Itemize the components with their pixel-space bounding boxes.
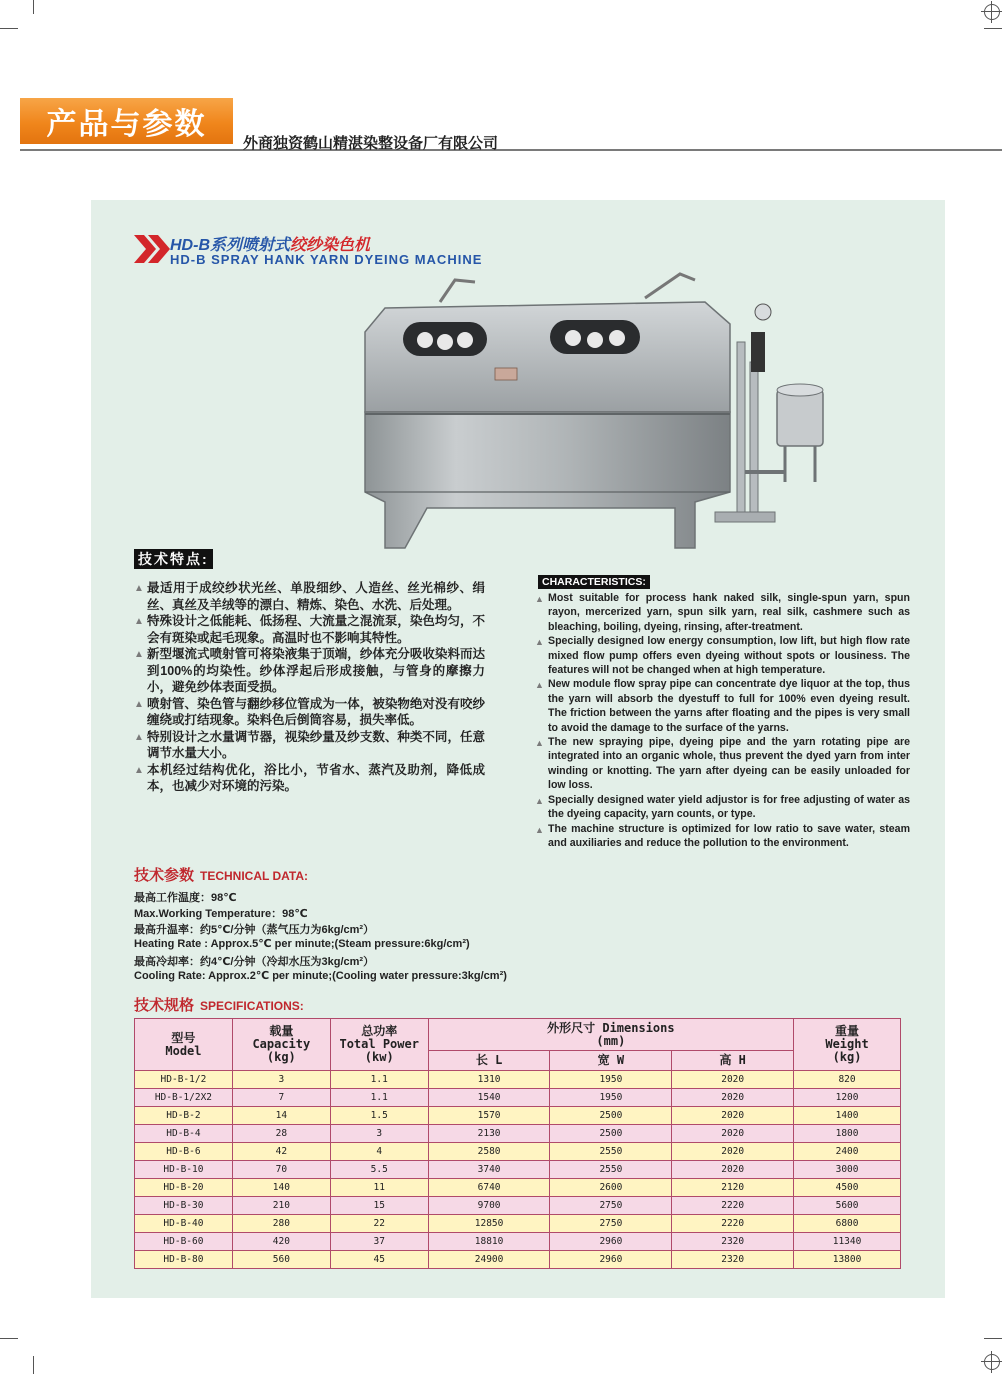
triangle-bullet-icon: ▲ (535, 637, 544, 648)
section-banner: 产品与参数 (20, 98, 233, 144)
cell-capacity: 42 (232, 1143, 330, 1161)
crop-mark (33, 0, 34, 14)
cell-power: 3 (330, 1125, 428, 1143)
cell-weight: 1800 (794, 1125, 901, 1143)
cell-capacity: 3 (232, 1071, 330, 1089)
cell-width: 2500 (550, 1107, 672, 1125)
cell-power: 45 (330, 1251, 428, 1269)
header-dimensions (428, 1019, 793, 1051)
header-text: 总功率 (361, 1024, 398, 1038)
cell-model: HD-B-1/2 (135, 1071, 233, 1089)
cell-capacity: 280 (232, 1215, 330, 1233)
triangle-bullet-icon: ▲ (134, 764, 144, 776)
heading-en: SPECIFICATIONS: (200, 999, 304, 1013)
registration-mark-icon (984, 1354, 1000, 1370)
list-item (534, 822, 910, 851)
cell-capacity: 210 (232, 1197, 330, 1215)
table-row (135, 1215, 901, 1233)
header-length: 长 L (428, 1051, 550, 1071)
features-cn-list (133, 580, 485, 795)
cell-weight: 3000 (794, 1161, 901, 1179)
cell-width: 1950 (550, 1071, 672, 1089)
title-cn-part: HD-B系列喷射式 (170, 237, 290, 254)
cell-height: 2020 (672, 1143, 794, 1161)
triangle-bullet-icon: ▲ (535, 594, 544, 604)
features-en-heading: CHARACTERISTICS: (538, 575, 650, 589)
cell-width: 2750 (550, 1197, 672, 1215)
cell-power: 11 (330, 1179, 428, 1197)
table-row (135, 1161, 901, 1179)
list-item (534, 793, 910, 822)
heading-cn: 技术规格 (134, 997, 195, 1014)
feature-text: The new spraying pipe, dyeing pipe and the yarn rotating pipe are integrated into an organic whole, thus prevent the dyed yarn from inter winding or knotting. The yarn after dyeing can be easily unloaded for low loss. (548, 736, 910, 792)
tech-line: 最高冷却率：约4℃/分钟（冷却水压为3kg/cm²） (134, 956, 375, 968)
cell-capacity: 140 (232, 1179, 330, 1197)
specifications-heading (134, 994, 304, 1015)
table-row (135, 1143, 901, 1161)
cell-weight: 820 (794, 1071, 901, 1089)
cell-weight: 11340 (794, 1233, 901, 1251)
cell-width: 2960 (550, 1233, 672, 1251)
tech-line: 最高升温率：约5℃/分钟（蒸气压力为6kg/cm²） (134, 924, 375, 936)
triangle-bullet-icon: ▲ (134, 731, 144, 743)
cell-weight: 1400 (794, 1107, 901, 1125)
cell-height: 2220 (672, 1197, 794, 1215)
header-weight (794, 1019, 901, 1071)
feature-text: Specially designed low energy consumption, low lift, but high flow rate mixed flow pump offers even dyeing without spots or lousiness. The features will not be changed when at high temperature. (548, 635, 910, 677)
cell-capacity: 28 (232, 1125, 330, 1143)
cell-weight: 2400 (794, 1143, 901, 1161)
header-text: (kw) (364, 1050, 394, 1064)
list-item (133, 580, 485, 613)
cell-power: 5.5 (330, 1161, 428, 1179)
tech-line: Cooling Rate: Approx.2℃ per minute;(Cooling water pressure:3kg/cm²) (134, 970, 507, 982)
cell-model: HD-B-40 (135, 1215, 233, 1233)
header-text: (kg) (266, 1050, 296, 1064)
heading-cn: 技术参数 (134, 867, 195, 884)
list-item (133, 762, 485, 795)
cell-power: 1.1 (330, 1089, 428, 1107)
crop-mark (0, 28, 18, 29)
header-text: Model (165, 1043, 202, 1058)
header-text: Total Power (339, 1037, 419, 1051)
cell-model: HD-B-1/2X2 (135, 1089, 233, 1107)
feature-text: 特别设计之水量调节器，视染纱量及纱支数、种类不同，任意调节水量大小。 (147, 729, 485, 760)
triangle-bullet-icon: ▲ (134, 698, 144, 710)
header-capacity (232, 1019, 330, 1071)
header-rule (20, 149, 1002, 151)
triangle-bullet-icon: ▲ (535, 795, 544, 806)
cell-power: 1.1 (330, 1071, 428, 1089)
list-item (534, 677, 910, 735)
triangle-bullet-icon: ▲ (134, 583, 144, 594)
registration-mark-icon (984, 4, 1000, 20)
cell-height: 2020 (672, 1125, 794, 1143)
header-model (135, 1019, 233, 1071)
cell-weight: 13800 (794, 1251, 901, 1269)
double-chevron-icon (134, 233, 174, 265)
list-item (133, 696, 485, 729)
list-item (133, 729, 485, 762)
features-cn-heading: 技术特点: (134, 549, 213, 569)
triangle-bullet-icon: ▲ (134, 616, 144, 627)
title-cn-highlight: 绞纱染色机 (290, 237, 371, 254)
cell-power: 4 (330, 1143, 428, 1161)
cell-width: 2750 (550, 1215, 672, 1233)
cell-height: 2120 (672, 1179, 794, 1197)
header-text: Capacity (252, 1037, 311, 1051)
tech-line: Max.Working Temperature：98℃ (134, 908, 308, 920)
cell-length: 2580 (428, 1143, 550, 1161)
tech-line: Heating Rate : Approx.5℃ per minute;(Steam pressure:6kg/cm²) (134, 938, 470, 950)
cell-height: 2020 (672, 1071, 794, 1089)
cell-length: 12850 (428, 1215, 550, 1233)
cell-model: HD-B-2 (135, 1107, 233, 1125)
cell-capacity: 14 (232, 1107, 330, 1125)
header-width: 宽 W (550, 1051, 672, 1071)
table-row (135, 1071, 901, 1089)
cell-width: 2600 (550, 1179, 672, 1197)
triangle-bullet-icon: ▲ (535, 738, 544, 749)
triangle-bullet-icon: ▲ (535, 680, 544, 691)
features-en-list (534, 591, 910, 850)
tech-line: 最高工作温度：98℃ (134, 892, 237, 904)
cell-height: 2220 (672, 1215, 794, 1233)
feature-text: Specially designed water yield adjustor is for free adjusting of water as the dyeing capacity, yarn counts, or type. (548, 793, 910, 821)
header-power (330, 1019, 428, 1071)
cell-width: 2960 (550, 1251, 672, 1269)
cell-weight: 5600 (794, 1197, 901, 1215)
cell-capacity: 7 (232, 1089, 330, 1107)
cell-power: 1.5 (330, 1107, 428, 1125)
machine-photo (345, 272, 835, 554)
table-row (135, 1125, 901, 1143)
cell-height: 2020 (672, 1107, 794, 1125)
cell-width: 2550 (550, 1143, 672, 1161)
cell-model: HD-B-6 (135, 1143, 233, 1161)
cell-height: 2320 (672, 1233, 794, 1251)
cell-model: HD-B-80 (135, 1251, 233, 1269)
header-text: Weight (825, 1037, 869, 1051)
list-item (534, 634, 910, 677)
triangle-bullet-icon: ▲ (134, 649, 144, 660)
cell-model: HD-B-10 (135, 1161, 233, 1179)
cell-model: HD-B-4 (135, 1125, 233, 1143)
cell-length: 18810 (428, 1233, 550, 1251)
cell-power: 37 (330, 1233, 428, 1251)
specifications-body (135, 1071, 901, 1269)
cell-model: HD-B-60 (135, 1233, 233, 1251)
tech-data-heading (134, 864, 308, 885)
cell-length: 24900 (428, 1251, 550, 1269)
list-item (534, 735, 910, 793)
table-row (135, 1179, 901, 1197)
cell-model: HD-B-20 (135, 1179, 233, 1197)
header-text: 载量 (269, 1024, 294, 1038)
company-name: 外商独资鹤山精湛染整设备厂有限公司 (243, 135, 499, 152)
cell-length: 3740 (428, 1161, 550, 1179)
header-text: 型号 (171, 1030, 196, 1045)
product-title-en: HD-B SPRAY HANK YARN DYEING MACHINE (170, 252, 483, 267)
cell-power: 22 (330, 1215, 428, 1233)
cell-height: 2320 (672, 1251, 794, 1269)
feature-text: New module flow spray pipe can concentrate dye liquor at the top, thus the yarn will absorb the dyestuff to full for 100% even dyeing result. The friction between the yarns after floating and the pipes is very small to avoid the damage to the surface of the yarns. (548, 678, 910, 734)
feature-text: 喷射管、染色管与翻纱移位管成为一体，被染物绝对没有咬纱缠绕或打结现象。染料色后倒筒容易，损失率低。 (147, 696, 485, 727)
feature-text: 本机经过结构优化，浴比小，节省水、蒸汽及助剂，降低成本，也减少对环境的污染。 (147, 762, 485, 793)
table-row (135, 1089, 901, 1107)
cell-height: 2020 (672, 1089, 794, 1107)
header-text: (kg) (832, 1050, 862, 1064)
heading-en: TECHNICAL DATA: (200, 869, 309, 883)
list-item (133, 613, 485, 646)
crop-mark (0, 1338, 18, 1339)
feature-text: Most suitable for process hank naked silk, single-spun yarn, spun rayon, mercerized yarn, spun silk yarn, real silk, cashmere such as bleaching, boiling, dyeing, rinsing, after-treatment. (548, 592, 910, 633)
crop-mark (984, 28, 1002, 29)
header-text: (mm) (596, 1033, 626, 1048)
cell-length: 6740 (428, 1179, 550, 1197)
feature-text: 最适用于成绞纱状光丝、单股细纱、人造丝、丝光棉纱、绢丝、真丝及羊绒等的漂白、精炼、染色、水洗、后处理。 (147, 581, 485, 612)
cell-weight: 4500 (794, 1179, 901, 1197)
cell-capacity: 420 (232, 1233, 330, 1251)
table-row (135, 1251, 901, 1269)
header-text: 重量 (835, 1024, 860, 1038)
cell-weight: 1200 (794, 1089, 901, 1107)
cell-length: 9700 (428, 1197, 550, 1215)
header-height: 高 H (672, 1051, 794, 1071)
cell-capacity: 70 (232, 1161, 330, 1179)
triangle-bullet-icon: ▲ (535, 824, 544, 835)
crop-mark (33, 1356, 34, 1374)
cell-width: 2500 (550, 1125, 672, 1143)
crop-mark (984, 1338, 1002, 1339)
table-row (135, 1107, 901, 1125)
specifications-table (134, 1018, 901, 1269)
list-item (133, 646, 485, 696)
cell-length: 1310 (428, 1071, 550, 1089)
list-item (534, 591, 910, 634)
cell-length: 1570 (428, 1107, 550, 1125)
table-row (135, 1233, 901, 1251)
cell-width: 2550 (550, 1161, 672, 1179)
cell-width: 1950 (550, 1089, 672, 1107)
feature-text: 新型堰流式喷射管可将染液集于顶端，纱体充分吸收染料而达到100%的均染性。纱体浮起后形成接触，与管身的摩擦力小，避免纱体表面受损。 (147, 647, 485, 694)
cell-capacity: 560 (232, 1251, 330, 1269)
table-row (135, 1197, 901, 1215)
cell-height: 2020 (672, 1161, 794, 1179)
cell-length: 1540 (428, 1089, 550, 1107)
cell-length: 2130 (428, 1125, 550, 1143)
cell-weight: 6800 (794, 1215, 901, 1233)
feature-text: 特殊设计之低能耗、低扬程、大流量之混流泵，染色均匀，不会有斑染或起毛现象。高温时也不影响其特性。 (147, 614, 485, 645)
cell-power: 15 (330, 1197, 428, 1215)
feature-text: The machine structure is optimized for low ratio to save water, steam and auxiliaries and reduce the pollution to the environment. (548, 822, 910, 849)
cell-model: HD-B-30 (135, 1197, 233, 1215)
header-text: 外形尺寸 Dimensions (547, 1020, 675, 1035)
